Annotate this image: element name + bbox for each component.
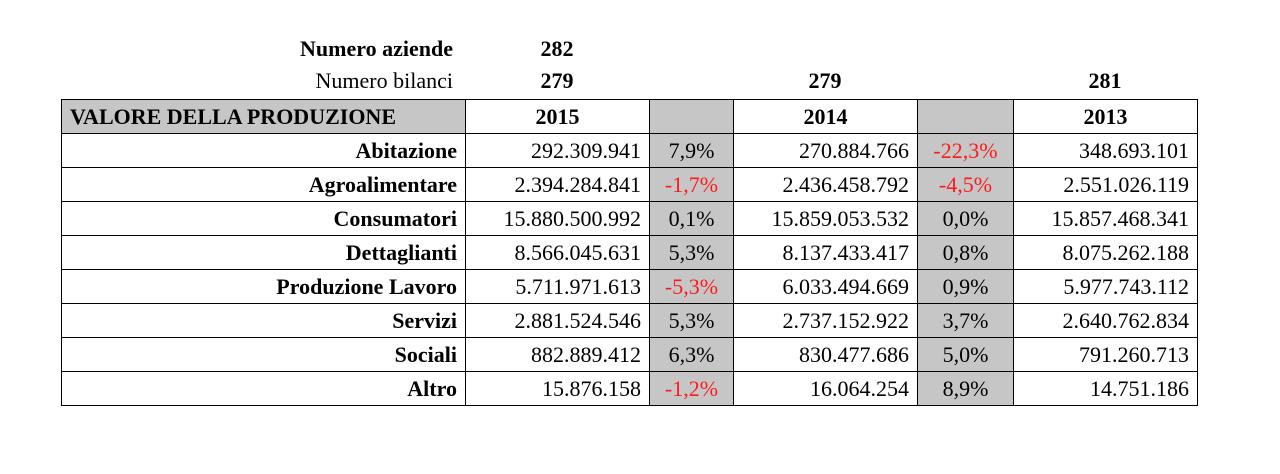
change-2014-2013: 0,0% (918, 202, 1014, 236)
change-2015-2014: 5,3% (650, 236, 734, 270)
value-2013: 348.693.101 (1014, 134, 1198, 168)
value-2013: 14.751.186 (1014, 372, 1198, 406)
value-2015: 2.394.284.841 (466, 168, 650, 202)
row-label: Abitazione (62, 134, 466, 168)
change-2015-2014: -1,2% (650, 372, 734, 406)
value-2013: 15.857.468.341 (1014, 202, 1198, 236)
change-2014-2013: 8,9% (918, 372, 1014, 406)
value-2014: 270.884.766 (734, 134, 918, 168)
change-2015-2014: 0,1% (650, 202, 734, 236)
value-2013: 5.977.743.112 (1014, 270, 1198, 304)
table-row (62, 304, 1198, 338)
value-2015: 15.876.158 (466, 372, 650, 406)
change-2015-2014: 6,3% (650, 338, 734, 372)
numero-aziende-value: 282 (540, 36, 574, 61)
row-label: Altro (62, 372, 466, 406)
numero-bilanci-label: Numero bilanci (315, 68, 453, 93)
value-2014: 6.033.494.669 (734, 270, 918, 304)
change-2014-2013: 0,8% (918, 236, 1014, 270)
change-2014-2013: -22,3% (918, 134, 1014, 168)
value-2014: 15.859.053.532 (734, 202, 918, 236)
row-label: Agroalimentare (62, 168, 466, 202)
summary-header (61, 33, 1197, 99)
change-2014-2013: -4,5% (918, 168, 1014, 202)
table-header-row (62, 100, 1198, 134)
row-label: Sociali (62, 338, 466, 372)
change-2014-2013: 0,9% (918, 270, 1014, 304)
change-2015-2014: -1,7% (650, 168, 734, 202)
value-2014: 830.477.686 (734, 338, 918, 372)
table-row (62, 134, 1198, 168)
value-2014: 16.064.254 (734, 372, 918, 406)
value-2013: 2.640.762.834 (1014, 304, 1198, 338)
row-label: Servizi (62, 304, 466, 338)
change-2014-2013: 5,0% (918, 338, 1014, 372)
value-2015: 292.309.941 (466, 134, 650, 168)
value-2014: 2.737.152.922 (734, 304, 918, 338)
table-row (62, 372, 1198, 406)
report-container (61, 33, 1198, 406)
production-value-table (61, 99, 1198, 406)
numero-bilanci-2014: 279 (808, 68, 842, 93)
change-2015-2014: -5,3% (650, 270, 734, 304)
row-label: Produzione Lavoro (62, 270, 466, 304)
table-row (62, 236, 1198, 270)
value-2013: 791.260.713 (1014, 338, 1198, 372)
year-header-2014: 2014 (734, 100, 918, 134)
change-header-2 (918, 100, 1014, 134)
value-2014: 2.436.458.792 (734, 168, 918, 202)
value-2015: 15.880.500.992 (466, 202, 650, 236)
value-2015: 8.566.045.631 (466, 236, 650, 270)
change-2015-2014: 7,9% (650, 134, 734, 168)
table-title: VALORE DELLA PRODUZIONE (62, 100, 466, 134)
change-2015-2014: 5,3% (650, 304, 734, 338)
numero-bilanci-2013: 281 (1088, 68, 1122, 93)
value-2013: 8.075.262.188 (1014, 236, 1198, 270)
table-row (62, 270, 1198, 304)
value-2015: 5.711.971.613 (466, 270, 650, 304)
row-label: Dettaglianti (62, 236, 466, 270)
numero-aziende-label: Numero aziende (300, 36, 453, 61)
year-header-2015: 2015 (466, 100, 650, 134)
numero-bilanci-2015: 279 (540, 68, 574, 93)
row-label: Consumatori (62, 202, 466, 236)
change-header-1 (650, 100, 734, 134)
change-2014-2013: 3,7% (918, 304, 1014, 338)
value-2014: 8.137.433.417 (734, 236, 918, 270)
value-2015: 2.881.524.546 (466, 304, 650, 338)
value-2013: 2.551.026.119 (1014, 168, 1198, 202)
table-row (62, 168, 1198, 202)
table-row (62, 338, 1198, 372)
value-2015: 882.889.412 (466, 338, 650, 372)
year-header-2013: 2013 (1014, 100, 1198, 134)
table-row (62, 202, 1198, 236)
